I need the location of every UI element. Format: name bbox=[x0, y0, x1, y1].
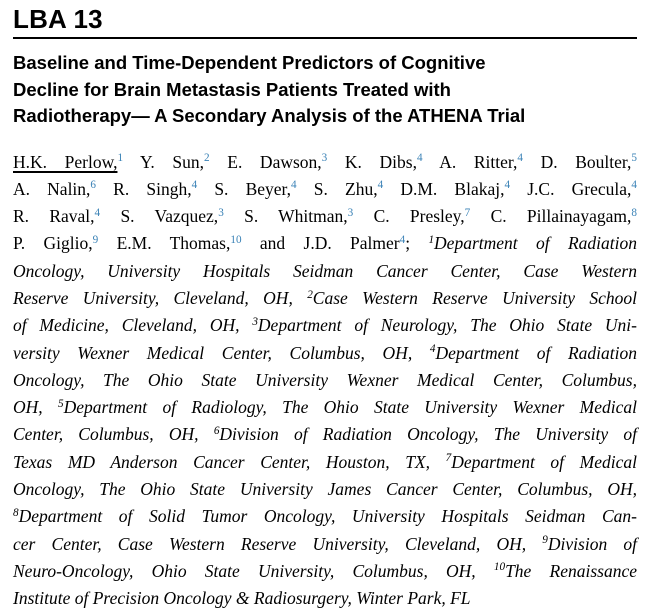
author-name: S. Whitman, bbox=[223, 206, 348, 227]
author-name: Y. Sun, bbox=[123, 151, 205, 172]
author-name: S. Zhu, bbox=[296, 178, 378, 199]
affiliation-text: OH, bbox=[13, 397, 58, 418]
affiliation-text: Department of Radiology, The Ohio State University Wexner Medical bbox=[63, 397, 638, 418]
affiliation-text: The Renaissance bbox=[505, 560, 637, 581]
author-name: S. Beyer, bbox=[197, 178, 292, 199]
author-superscript: 6 bbox=[90, 179, 97, 192]
author-name: E. Dawson, bbox=[209, 151, 322, 172]
affiliation-superscript: 3 bbox=[252, 315, 258, 328]
title-line: Decline for Brain Metastasis Patients Treated with bbox=[13, 78, 451, 100]
author-name: K. Dibs, bbox=[327, 151, 417, 172]
author-superscript: 4 bbox=[517, 152, 523, 165]
text-line bbox=[13, 203, 637, 230]
affiliation-text: Oncology, The Ohio State University Wexner Medical Center, Columbus, bbox=[13, 369, 637, 390]
affiliation-text: Department of Solid Tumor Oncology, University Hospitals Seidman Can- bbox=[18, 506, 637, 527]
affiliation-text: Department of Radiation bbox=[434, 233, 637, 254]
author-name: S. Vazquez, bbox=[100, 206, 219, 227]
affiliation-text: Department of Neurology, The Ohio State Uni- bbox=[257, 315, 637, 336]
author-superscript: 4 bbox=[416, 152, 423, 165]
affiliation-superscript: 9 bbox=[542, 534, 548, 547]
author-name: J.C. Grecula, bbox=[510, 178, 632, 199]
text-line bbox=[13, 149, 637, 176]
text-line bbox=[13, 585, 637, 612]
text-line bbox=[13, 258, 637, 285]
text-line bbox=[13, 421, 637, 448]
author-superscript: 7 bbox=[464, 206, 471, 219]
author-superscript: 3 bbox=[321, 152, 328, 165]
author-name: and J.D. Palmer bbox=[241, 233, 400, 254]
author-superscript: 4 bbox=[399, 233, 406, 246]
author-superscript: 3 bbox=[218, 206, 224, 219]
title-line: Baseline and Time-Dependent Predictors of Cognitive bbox=[13, 52, 486, 73]
author-name: R. Raval, bbox=[13, 206, 95, 227]
author-superscript: 9 bbox=[92, 233, 99, 246]
text-line bbox=[13, 449, 637, 476]
author-superscript: 5 bbox=[631, 152, 638, 165]
text-line bbox=[13, 558, 637, 585]
author-name: E.M. Thomas, bbox=[98, 233, 231, 254]
author-superscript: 4 bbox=[631, 179, 637, 192]
author-name: D.M. Blakaj, bbox=[383, 178, 505, 199]
text-line bbox=[13, 176, 637, 203]
author-superscript: 4 bbox=[377, 179, 384, 192]
presenting-author-name: H.K. Perlow, bbox=[13, 151, 118, 172]
author-name: C. Presley, bbox=[353, 206, 465, 227]
text-line bbox=[13, 394, 637, 421]
affiliation-superscript: 5 bbox=[57, 397, 64, 410]
affiliation-superscript: 10 bbox=[493, 561, 506, 574]
author-superscript: 4 bbox=[94, 206, 101, 219]
affiliation-text: Reserve University, Cleveland, OH, bbox=[13, 287, 308, 308]
author-name: ; bbox=[405, 233, 429, 254]
author-affiliation-block bbox=[13, 149, 637, 613]
affiliation-superscript: 1 bbox=[428, 233, 435, 246]
author-superscript: 1 bbox=[117, 152, 124, 165]
divider-rule bbox=[13, 37, 637, 39]
author-superscript: 4 bbox=[191, 179, 198, 192]
affiliation-text: of Medicine, Cleveland, OH, bbox=[13, 315, 253, 336]
author-name: D. Boulter, bbox=[522, 151, 632, 172]
author-name: C. Pillainayagam, bbox=[470, 206, 632, 227]
affiliation-text: Oncology, The Ohio State University James Cancer Center, Columbus, OH, bbox=[13, 479, 637, 500]
author-superscript: 10 bbox=[230, 233, 242, 246]
affiliation-text: Oncology, University Hospitals Seidman Cancer Center, Case Western bbox=[13, 260, 637, 281]
affiliation-text: Texas MD Anderson Cancer Center, Houston, TX, bbox=[13, 451, 446, 472]
affiliation-text: Case Western Reserve University School bbox=[312, 287, 637, 308]
author-name: A. Nalin, bbox=[13, 178, 91, 199]
affiliation-text: Department of Medical bbox=[451, 451, 638, 472]
affiliation-superscript: 2 bbox=[307, 288, 313, 301]
author-superscript: 3 bbox=[347, 206, 354, 219]
author-superscript: 8 bbox=[631, 206, 637, 219]
affiliation-text: versity Wexner Medical Center, Columbus, OH, bbox=[13, 342, 430, 363]
affiliation-text: Department of Radiation bbox=[435, 342, 638, 363]
text-line bbox=[13, 476, 637, 503]
affiliation-superscript: 8 bbox=[13, 506, 19, 519]
author-name: P. Giglio, bbox=[13, 233, 93, 254]
text-line bbox=[13, 503, 637, 530]
text-line bbox=[13, 367, 637, 394]
text-line bbox=[13, 285, 637, 312]
affiliation-text: Center, Columbus, OH, bbox=[13, 424, 214, 445]
affiliation-text: Institute of Precision Oncology & Radiosurgery, Winter Park, FL bbox=[13, 588, 471, 609]
author-name: A. Ritter, bbox=[422, 151, 518, 172]
author-superscript: 2 bbox=[204, 152, 210, 165]
affiliation-superscript: 7 bbox=[445, 452, 452, 465]
author-name: R. Singh, bbox=[96, 178, 192, 199]
affiliation-text: Division of Radiation Oncology, The University of bbox=[219, 424, 637, 445]
author-superscript: 4 bbox=[504, 179, 511, 192]
affiliation-text: cer Center, Case Western Reserve University, Cleveland, OH, bbox=[13, 533, 543, 554]
text-line bbox=[13, 312, 637, 339]
session-label: LBA 13 bbox=[13, 4, 103, 34]
affiliation-superscript: 4 bbox=[429, 343, 436, 356]
author-superscript: 4 bbox=[291, 179, 297, 192]
affiliation-text: Division of bbox=[547, 533, 637, 554]
abstract-title bbox=[13, 50, 637, 130]
affiliation-superscript: 6 bbox=[213, 424, 220, 437]
affiliation-text: Neuro-Oncology, Ohio State University, Columbus, OH, bbox=[13, 560, 494, 581]
text-line bbox=[13, 340, 637, 367]
text-line bbox=[13, 230, 637, 257]
text-line bbox=[13, 531, 637, 558]
title-line: Radiotherapy— A Secondary Analysis of the ATHENA Trial bbox=[13, 105, 526, 126]
